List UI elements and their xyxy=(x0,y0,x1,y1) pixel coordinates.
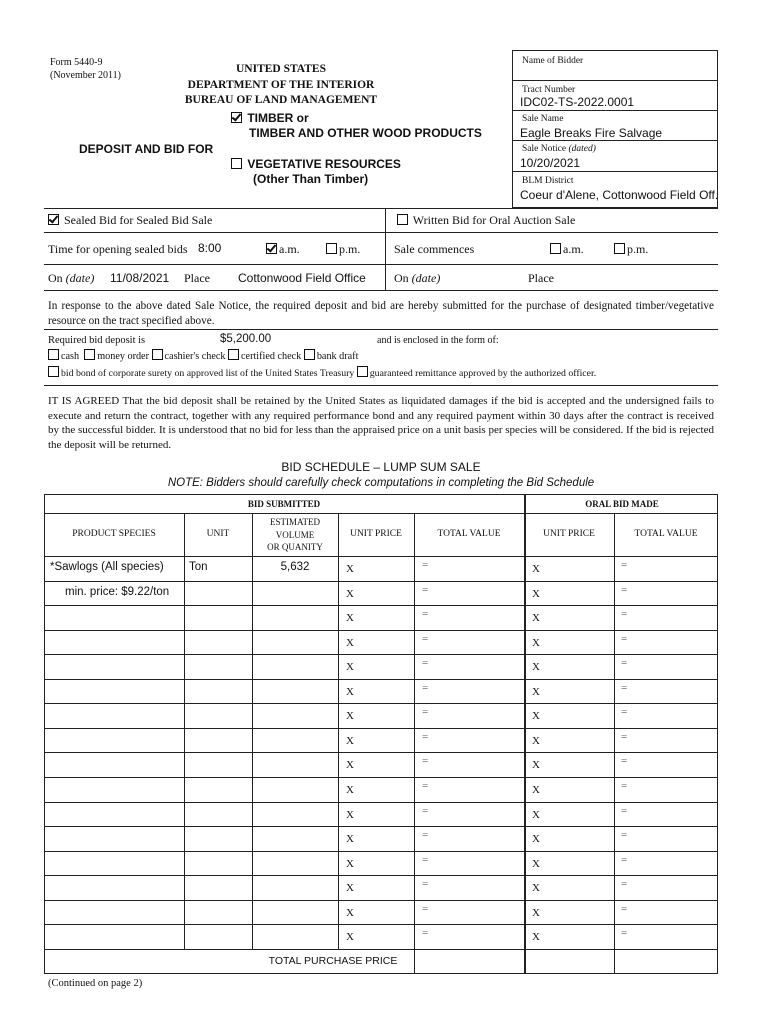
row-oral-unit-price-x: X xyxy=(532,857,540,870)
row-oral-total-equals: = xyxy=(621,608,628,621)
guaranteed-remittance-checkbox[interactable] xyxy=(357,366,368,377)
row-total-equals: = xyxy=(422,681,429,694)
col-volume-line-3: OR QUANITY xyxy=(267,542,323,552)
row-oral-unit-price-x: X xyxy=(532,882,540,895)
agency-line-3: BUREAU OF LAND MANAGEMENT xyxy=(184,94,378,106)
agency-line-1: UNITED STATES xyxy=(235,63,326,75)
form-title: DEPOSIT AND BID FOR xyxy=(79,142,214,156)
row-oral-unit-price-x: X xyxy=(532,563,540,575)
sealed-date-label xyxy=(48,271,94,286)
timber-option[interactable] xyxy=(231,111,482,141)
row-unit-price-x: X xyxy=(346,833,354,846)
row-unit-price-x: X xyxy=(346,563,354,575)
row-unit-price-x: X xyxy=(346,612,354,625)
sealed-bid-checkbox[interactable] xyxy=(48,214,59,225)
agency-block xyxy=(150,62,412,109)
row-oral-total-equals: = xyxy=(621,927,628,940)
bid-bond-checkbox[interactable] xyxy=(48,366,59,377)
sealed-am-checkbox[interactable] xyxy=(266,243,277,254)
vegetative-option[interactable] xyxy=(231,157,401,187)
row-oral-total-equals: = xyxy=(621,780,628,793)
row-volume[interactable]: 5,632 xyxy=(280,561,310,573)
money-order-checkbox[interactable] xyxy=(84,349,95,360)
agency-line-2: DEPARTMENT OF THE INTERIOR xyxy=(187,78,375,91)
sealed-bid-option[interactable] xyxy=(48,213,212,228)
written-am-checkbox[interactable] xyxy=(550,243,561,254)
row-species[interactable]: min. price: $9.22/ton xyxy=(65,585,170,598)
row-total-equals: = xyxy=(422,804,429,817)
sealed-bid-label: Sealed Bid for Sealed Bid Sale xyxy=(64,213,213,227)
written-date-text: (date) xyxy=(411,271,441,285)
written-pm-label: p.m. xyxy=(627,242,649,256)
row-oral-total-equals: = xyxy=(621,804,628,817)
row-total-equals: = xyxy=(422,927,429,940)
written-am-option[interactable] xyxy=(550,242,584,257)
row-oral-total-equals: = xyxy=(621,902,628,915)
row-total-equals: = xyxy=(422,657,429,670)
row-oral-unit-price-x: X xyxy=(532,808,540,821)
bank-draft-checkbox[interactable] xyxy=(304,349,315,360)
row-oral-unit-price-x: X xyxy=(532,661,540,674)
sale-notice-text: Sale Notice xyxy=(522,144,567,154)
total-purchase-price-label: TOTAL PURCHASE PRICE xyxy=(268,955,398,967)
col-oral-unit-price-header: UNIT PRICE xyxy=(543,529,595,539)
guaranteed-remittance-label: guaranteed remittance approved by the authorized officer. xyxy=(369,368,597,379)
row-total-equals: = xyxy=(422,829,429,842)
row-unit-price-x: X xyxy=(346,808,354,821)
row-unit-price-x: X xyxy=(346,734,354,747)
row-total-equals: = xyxy=(422,853,429,866)
sealed-pm-label: p.m. xyxy=(339,242,361,256)
row-oral-unit-price-x: X xyxy=(532,734,540,747)
row-unit-price-x: X xyxy=(346,857,354,870)
row-oral-total-equals: = xyxy=(621,681,628,694)
cashiers-check-checkbox[interactable] xyxy=(152,349,163,360)
schedule-title: BID SCHEDULE – LUMP SUM SALE xyxy=(281,460,481,474)
col-species-header: PRODUCT SPECIES xyxy=(72,529,156,539)
row-unit-price-x: X xyxy=(346,931,354,944)
deposit-label: Required bid deposit is xyxy=(48,335,146,346)
response-paragraph: In response to the above dated Sale Notice, the required deposit and bid are hereby submitted for the purchase of designated timber/vegetative resource on the tract specified above. xyxy=(48,300,714,327)
row-total-equals: = xyxy=(422,878,429,891)
row-oral-unit-price-x: X xyxy=(532,833,540,846)
row-oral-total-equals: = xyxy=(621,559,628,571)
written-on-text: On xyxy=(394,271,409,285)
written-bid-checkbox[interactable] xyxy=(397,214,408,225)
row-oral-total-equals: = xyxy=(621,632,628,645)
row-unit-price-x: X xyxy=(346,587,354,600)
row-oral-total-equals: = xyxy=(621,706,628,719)
row-total-equals: = xyxy=(422,632,429,645)
timber-label-2: TIMBER AND OTHER WOOD PRODUCTS xyxy=(249,126,482,140)
row-oral-total-equals: = xyxy=(621,755,628,768)
col-volume-header xyxy=(252,516,338,554)
agreement-paragraph: IT IS AGREED That the bid deposit shall be retained by the United States as liquidated damages if the bid is accepted and the undersigned fails to execute and return the contract, together with any required performance bond and any required payment within 30 days after the contract is received by the successful bidder. It is understood that no bid for less than the appraised price on a unit basis per species will be considered. If the bid is rejected the deposit will be returned. xyxy=(48,395,714,451)
row-unit-price-x: X xyxy=(346,759,354,772)
sale-notice-label xyxy=(522,144,596,154)
row-oral-unit-price-x: X xyxy=(532,587,540,600)
row-oral-total-equals: = xyxy=(621,583,628,596)
vegetative-checkbox[interactable] xyxy=(231,158,242,169)
row-total-equals: = xyxy=(422,706,429,719)
col-total-value-header: TOTAL VALUE xyxy=(437,529,501,539)
row-oral-unit-price-x: X xyxy=(532,636,540,649)
row-unit-price-x: X xyxy=(346,784,354,797)
row-oral-unit-price-x: X xyxy=(532,784,540,797)
timber-label-1: TIMBER or xyxy=(247,111,309,125)
row-unit-price-x: X xyxy=(346,882,354,895)
certified-check-checkbox[interactable] xyxy=(228,349,239,360)
col-unit-header: UNIT xyxy=(206,529,230,539)
col-oral-total-value-header: TOTAL VALUE xyxy=(634,529,698,539)
sale-notice-field[interactable]: 10/20/2021 xyxy=(520,156,581,170)
continued-note: (Continued on page 2) xyxy=(48,978,143,989)
oral-bid-header: ORAL BID MADE xyxy=(585,499,659,509)
row-unit-price-x: X xyxy=(346,636,354,649)
row-total-equals: = xyxy=(422,608,429,621)
row-unit-price-x: X xyxy=(346,661,354,674)
sealed-date-field[interactable]: 11/08/2021 xyxy=(110,271,170,285)
sale-name-label: Sale Name xyxy=(522,114,564,124)
sealed-place-field[interactable]: Cottonwood Field Office xyxy=(238,271,366,285)
form-number: Form 5440-9 xyxy=(50,57,103,68)
deposit-forms-row xyxy=(48,349,358,362)
written-bid-label: Written Bid for Oral Auction Sale xyxy=(412,213,576,227)
form-date: (November 2011) xyxy=(50,70,121,81)
sealed-am-option[interactable] xyxy=(266,242,300,257)
bank-draft-label: bank draft xyxy=(316,351,359,362)
col-volume-line-1: ESTIMATED xyxy=(270,517,320,527)
sealed-place-label: Place xyxy=(184,271,210,285)
deposit-bond-row xyxy=(48,366,596,379)
written-am-label: a.m. xyxy=(563,242,584,256)
total-purchase-price-field[interactable] xyxy=(420,953,516,969)
bid-bond-label: bid bond of corporate surety on approved list of the United States Treasury xyxy=(61,368,355,379)
row-unit-price-x: X xyxy=(346,906,354,919)
district-field[interactable]: Coeur d'Alene, Cottonwood Field Off. xyxy=(520,188,719,202)
written-place-label: Place xyxy=(528,271,554,285)
sealed-am-label: a.m. xyxy=(279,242,300,256)
vegetative-label-2: (Other Than Timber) xyxy=(253,172,369,186)
row-total-equals: = xyxy=(422,730,429,743)
sealed-pm-checkbox[interactable] xyxy=(326,243,337,254)
col-unit-price-header: UNIT PRICE xyxy=(350,529,402,539)
opening-time-field[interactable]: 8:00 xyxy=(198,241,222,255)
row-oral-unit-price-x: X xyxy=(532,931,540,944)
money-order-label: money order xyxy=(97,351,149,362)
sealed-date-text: (date) xyxy=(65,271,95,285)
vegetative-label-1: VEGETATIVE RESOURCES xyxy=(247,157,401,171)
tract-number-label: Tract Number xyxy=(522,85,576,95)
row-oral-total-equals: = xyxy=(621,878,628,891)
deposit-enclosed-label: and is enclosed in the form of: xyxy=(377,335,499,346)
row-unit[interactable]: Ton xyxy=(189,561,208,573)
row-total-equals: = xyxy=(422,780,429,793)
sale-commences-label: Sale commences xyxy=(394,242,475,256)
row-oral-total-equals: = xyxy=(621,657,628,670)
col-volume-line-2: VOLUME xyxy=(275,529,315,540)
cash-label: cash xyxy=(61,351,80,362)
sale-name-field[interactable]: Eagle Breaks Fire Salvage xyxy=(520,126,663,140)
row-oral-unit-price-x: X xyxy=(532,710,540,723)
district-label: BLM District xyxy=(522,176,574,186)
row-total-equals: = xyxy=(422,902,429,915)
row-oral-total-equals: = xyxy=(621,853,628,866)
row-oral-unit-price-x: X xyxy=(532,612,540,625)
deposit-amount-field[interactable]: $5,200.00 xyxy=(220,333,272,345)
row-oral-total-equals: = xyxy=(621,829,628,842)
row-total-equals: = xyxy=(422,583,429,596)
row-total-equals: = xyxy=(422,755,429,768)
certified-check-label: certified check xyxy=(241,351,302,362)
row-oral-unit-price-x: X xyxy=(532,759,540,772)
tract-number-field[interactable]: IDC02-TS-2022.0001 xyxy=(520,95,635,109)
cashiers-check-label: cashier's check xyxy=(164,351,226,362)
written-pm-option[interactable] xyxy=(614,242,648,257)
row-unit-price-x: X xyxy=(346,685,354,698)
sealed-on-text: On xyxy=(48,271,63,285)
schedule-note: NOTE: Bidders should carefully check computations in completing the Bid Schedule xyxy=(167,477,595,489)
row-oral-unit-price-x: X xyxy=(532,685,540,698)
timber-checkbox[interactable] xyxy=(231,112,242,123)
opening-time-label: Time for opening sealed bids xyxy=(48,242,188,256)
written-date-label xyxy=(394,271,440,286)
row-unit-price-x: X xyxy=(346,710,354,723)
sealed-pm-option[interactable] xyxy=(326,242,360,257)
row-total-equals: = xyxy=(422,559,429,571)
written-bid-option[interactable] xyxy=(397,213,575,228)
bidder-name-label: Name of Bidder xyxy=(522,56,584,66)
row-oral-total-equals: = xyxy=(621,730,628,743)
written-pm-checkbox[interactable] xyxy=(614,243,625,254)
row-oral-unit-price-x: X xyxy=(532,906,540,919)
cash-checkbox[interactable] xyxy=(48,349,59,360)
bid-submitted-header: BID SUBMITTED xyxy=(247,499,321,509)
row-species[interactable]: *Sawlogs (All species) xyxy=(50,561,164,573)
sale-notice-dated: (dated) xyxy=(568,144,596,154)
